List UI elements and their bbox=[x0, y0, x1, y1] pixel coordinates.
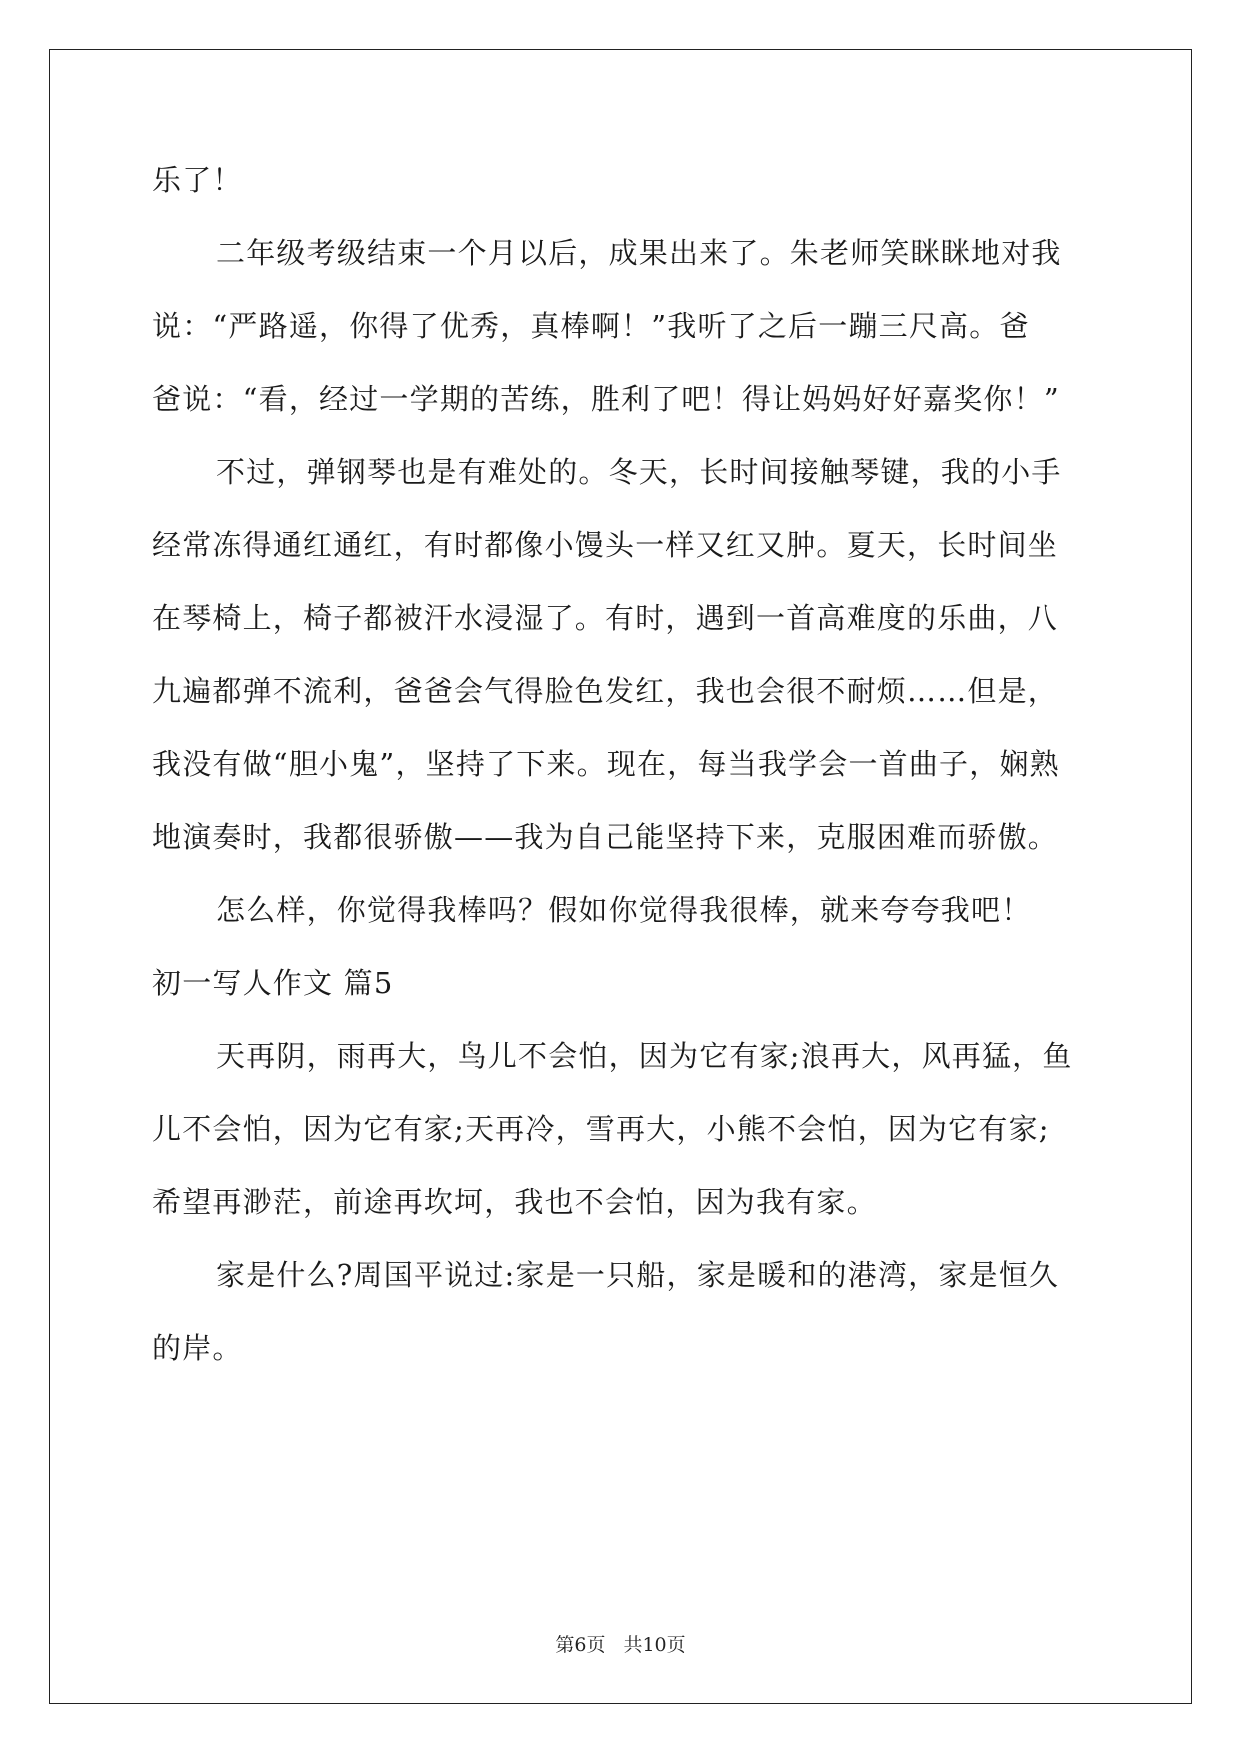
text-line: 地演奏时，我都很骄傲——我为自己能坚持下来，克服困难而骄傲。 bbox=[152, 820, 1059, 854]
text-line: 希望再渺茫，前途再坎坷，我也不会怕，因为我有家。 bbox=[152, 1185, 877, 1219]
page-border bbox=[49, 49, 1192, 1704]
text-line: 乐了！ bbox=[152, 163, 243, 197]
paragraph-start-line: 不过，弹钢琴也是有难处的。冬天，长时间接触琴键，我的小手 bbox=[216, 455, 1062, 489]
paragraph-start-line: 家是什么?周国平说过:家是一只船，家是暖和的港湾，家是恒久 bbox=[216, 1258, 1060, 1292]
page-total: 共10页 bbox=[623, 1634, 686, 1656]
section-heading: 初一写人作文 篇5 bbox=[152, 966, 394, 1000]
text-line: 说：“严路遥，你得了优秀，真棒啊！”我听了之后一蹦三尺高。爸 bbox=[152, 309, 1030, 343]
paragraph-start-line: 怎么样，你觉得我棒吗？假如你觉得我很棒，就来夸夸我吧！ bbox=[216, 893, 1032, 927]
page-number: 第6页 bbox=[555, 1634, 606, 1656]
text-line: 爸说：“看，经过一学期的苦练，胜利了吧！得让妈妈好好嘉奖你！” bbox=[152, 382, 1060, 416]
text-line: 儿不会怕，因为它有家;天再冷，雪再大，小熊不会怕，因为它有家; bbox=[152, 1112, 1050, 1146]
page-footer bbox=[0, 1632, 1241, 1658]
text-line: 经常冻得通红通红，有时都像小馒头一样又红又肿。夏天，长时间坐 bbox=[152, 528, 1059, 562]
text-line: 在琴椅上，椅子都被汗水浸湿了。有时，遇到一首高难度的乐曲，八 bbox=[152, 601, 1059, 635]
text-line: 我没有做“胆小鬼”，坚持了下来。现在，每当我学会一首曲子，娴熟 bbox=[152, 747, 1060, 781]
text-line: 九遍都弹不流利，爸爸会气得脸色发红，我也会很不耐烦……但是， bbox=[152, 674, 1059, 708]
text-line: 的岸。 bbox=[152, 1331, 243, 1365]
paragraph-start-line: 天再阴，雨再大，鸟儿不会怕，因为它有家;浪再大，风再猛，鱼 bbox=[216, 1039, 1073, 1073]
paragraph-start-line: 二年级考级结束一个月以后，成果出来了。朱老师笑眯眯地对我 bbox=[216, 236, 1062, 270]
